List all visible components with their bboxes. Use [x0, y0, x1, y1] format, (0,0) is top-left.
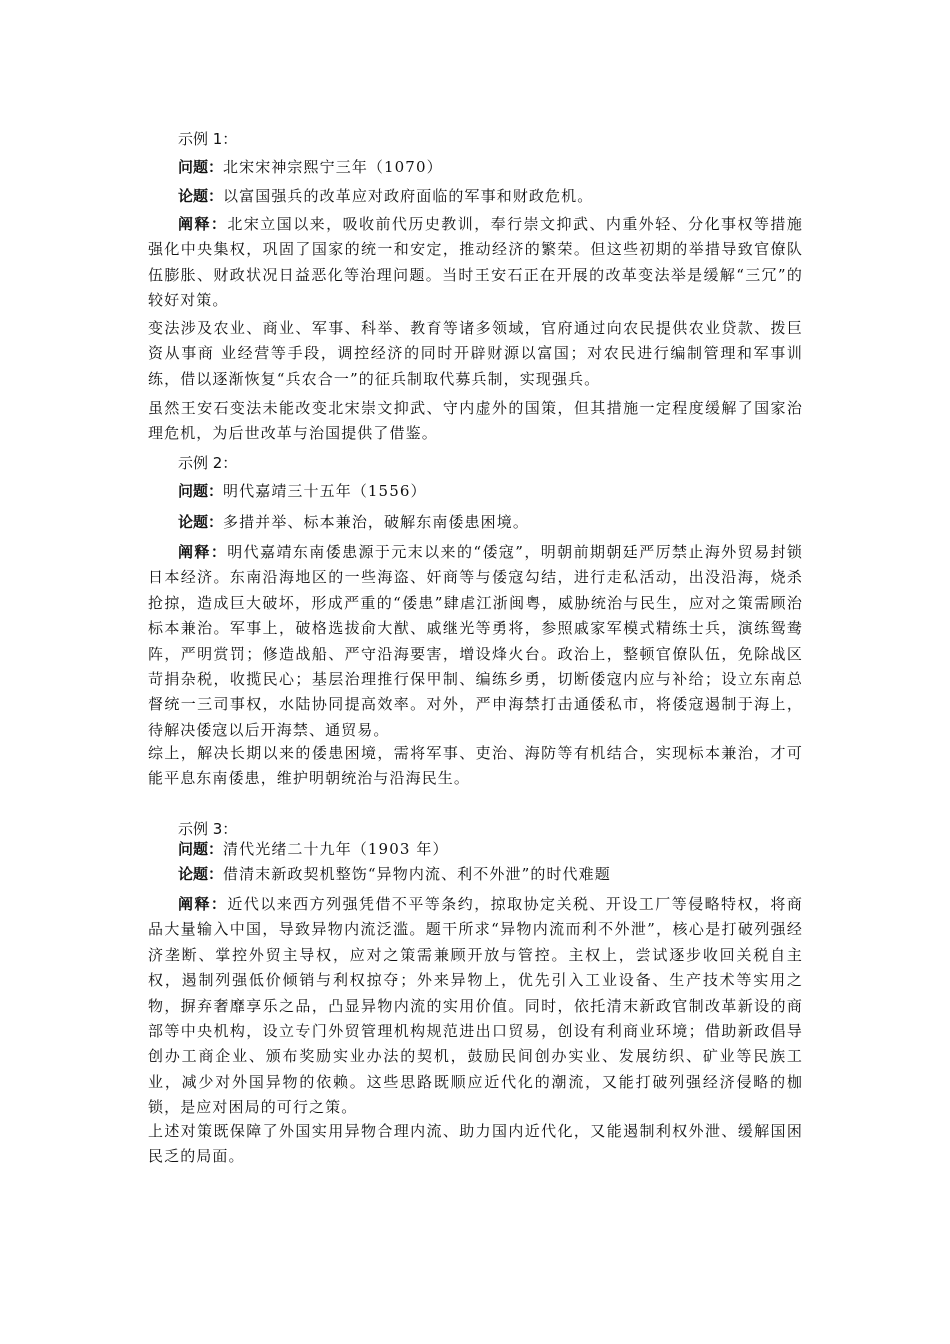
question-label: 问题：	[178, 840, 224, 858]
thesis-label: 论题：	[178, 513, 224, 531]
thesis-text: 多措并举、标本兼治，破解东南倭患困境。	[223, 513, 529, 531]
example-1-explain	[148, 212, 803, 314]
example-3-heading: 示例 3：	[178, 820, 238, 838]
example-1-paragraph-1: 变法涉及农业、商业、军事、科举、教育等诸多领域，官府通过向农民提供农业贷款、拨巨资从事商 业经营等手段，调控经济的同时开辟财源以富国；对农民进行编制管理和军事训练，借以逐渐恢复“兵农合一”的征兵制取代募兵制，实现强兵。	[148, 319, 803, 388]
example-2-question-row	[178, 480, 427, 502]
example-1-question-row	[178, 156, 443, 178]
example-1-paragraph-2: 虽然王安石变法未能改变北宋崇文抑武、守内虚外的国策，但其措施一定程度缓解了国家治理危机，为后世改革与治国提供了借鉴。	[148, 399, 803, 443]
example-2-explain	[148, 540, 803, 743]
example-2-heading: 示例 2：	[178, 454, 238, 472]
explain-text: 北宋立国以来，吸收前代历史教训，奉行崇文抑武、内重外轻、分化事权等措施强化中央集权，巩固了国家的统一和安定，推动经济的繁荣。但这些初期的举措导致官僚队伍膨胀、财政状况日益恶化等治理问题。当时王安石正在开展的改革变法举是缓解“三冗”的较好对策。	[148, 215, 803, 310]
question-text: 北宋宋神宗熙宁三年（1070）	[223, 158, 443, 176]
explain-label: 阐释：	[178, 895, 228, 913]
explain-text: 近代以来西方列强凭借不平等条约，掠取协定关税、开设工厂等侵略特权，将商品大量输入中国，导致异物内流泛滥。题干所求“异物内流而利不外泄”，核心是打破列强经济垄断、掌控外贸主导权，应对之策需兼顾开放与管控。主权上，尝试逐步收回关税自主权，遏制列强低价倾销与利权掠夺；外来异物上，优先引入工业设备、生产技术等实用之物，摒弃奢靡享乐之品，凸显异物内流的实用价值。同时，依托清末新政官制改革新设的商部等中央机构，设立专门外贸管理机构规范进出口贸易，创设有利商业环境；借助新政倡导创办工商企业、颁布奖励实业办法的契机，鼓励民间创办实业、发展纺织、矿业等民族工业，减少对外国异物的依赖。这些思路既顺应近代化的潮流，又能打破列强经济侵略的枷锁，是应对困局的可行之策。	[148, 895, 803, 1117]
example-3-paragraph-1: 上述对策既保障了外国实用异物合理内流、助力国内近代化，又能遏制利权外泄、缓解国困民乏的局面。	[148, 1122, 803, 1166]
example-1-heading: 示例 1：	[178, 130, 238, 148]
question-label: 问题：	[178, 158, 224, 176]
question-text: 清代光绪二十九年（1903 年）	[223, 840, 449, 858]
example-2-thesis-row	[178, 511, 529, 533]
example-1-thesis-row	[178, 185, 593, 207]
thesis-label: 论题：	[178, 865, 224, 883]
explain-label: 阐释：	[178, 543, 228, 561]
thesis-label: 论题：	[178, 187, 224, 205]
question-text: 明代嘉靖三十五年（1556）	[223, 482, 427, 500]
explain-label: 阐释：	[178, 215, 228, 233]
thesis-text: 借清末新政契机整饬“异物内流、利不外泄”的时代难题	[223, 865, 611, 883]
example-3-explain	[148, 892, 803, 1121]
example-3-question-row	[178, 838, 449, 860]
question-label: 问题：	[178, 482, 224, 500]
example-2-paragraph-1: 综上，解决长期以来的倭患困境，需将军事、吏治、海防等有机结合，实现标本兼治，才可能平息东南倭患，维护明朝统治与沿海民生。	[148, 744, 803, 788]
example-3-thesis-row	[178, 863, 611, 885]
thesis-text: 以富国强兵的改革应对政府面临的军事和财政危机。	[223, 187, 594, 205]
explain-text: 明代嘉靖东南倭患源于元末以来的“倭寇”，明朝前期朝廷严厉禁止海外贸易封锁日本经济。东南沿海地区的一些海盗、奸商等与倭寇勾结，进行走私活动，出没沿海，烧杀 抢掠，造成巨大破坏，形成严重的“倭患”肆虐江浙闽粤，威胁统治与民生，应对之策需顾治标本兼治。军事上，破格选拔俞大猷、戚继光等勇将，参照戚家军模式精练士兵，演练鸳鸯阵，严明赏罚；修造战船、严守沿海要害，增设烽火台。政治上，整顿官僚队伍，免除战区苛捐杂税，收揽民心；基层治理推行保甲制、编练乡勇，切断倭寇内应与补给；设立东南总督统一三司事权，水陆协同提高效率。对外，严申海禁打击通倭私市，将倭寇遏制于海上，待解决倭寇以后开海禁、通贸易。	[148, 543, 803, 739]
